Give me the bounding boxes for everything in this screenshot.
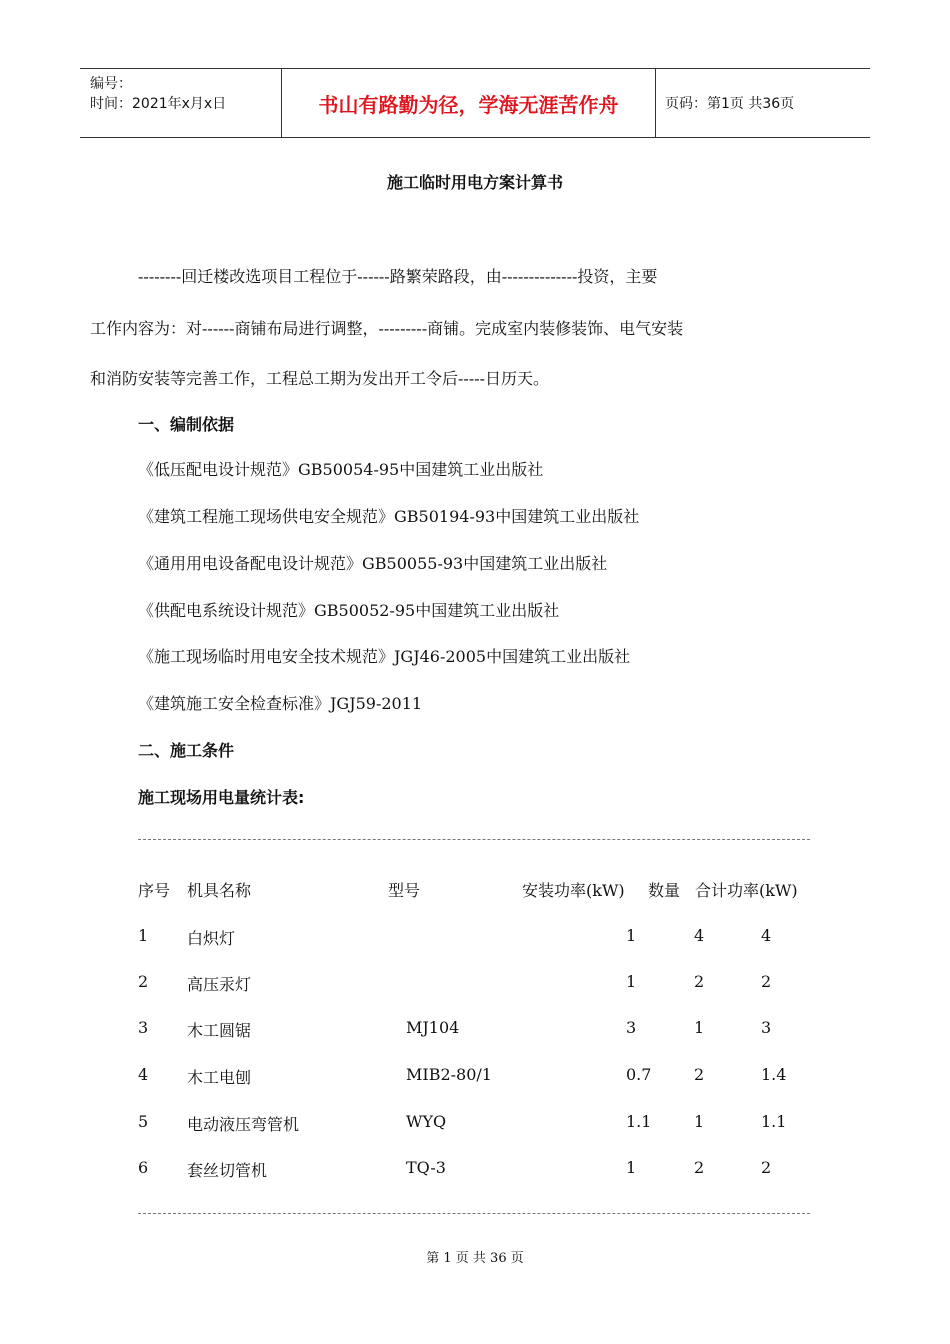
cell-model: WYQ [406,1112,447,1131]
cell-power: 1 [626,1158,637,1177]
cell-total: 2 [761,972,772,991]
page-header [80,68,870,138]
page-footer: 第 1 页 共 36 页 [426,1251,524,1266]
cell-power: 1 [626,926,637,945]
col-header: 序号 [138,881,171,900]
cell-model: MJ104 [406,1018,460,1037]
reference-item: 《低压配电设计规范》GB50054-95中国建筑工业出版社 [138,460,544,479]
cell-name: 白炽灯 [187,929,236,948]
date-label: 时间：2021年x月x日 [90,96,227,112]
cell-name: 套丝切管机 [187,1161,268,1180]
intro-line: --------回迁楼改选项目工程位于------路繁荣路段，由--------------投资，主要 [138,267,658,286]
table-divider [138,1213,810,1214]
section-heading: 一、编制依据 [138,415,235,434]
cell-name: 高压汞灯 [187,975,252,994]
col-header: 机具名称 [187,881,252,900]
cell-power: 3 [626,1018,637,1037]
reference-item: 《建筑施工安全检查标准》JGJ59-2011 [138,694,423,713]
col-header: 型号 [388,881,421,900]
section-heading: 二、施工条件 [138,741,235,760]
cell-power: 1.1 [626,1112,652,1131]
document-title: 施工临时用电方案计算书 [386,173,563,192]
table-title: 施工现场用电量统计表: [138,788,305,807]
cell-total: 1.1 [761,1112,787,1131]
reference-item: 《施工现场临时用电安全技术规范》JGJ46-2005中国建筑工业出版社 [138,647,631,666]
intro-line: 工作内容为：对------商铺布局进行调整，---------商铺。完成室内装修装饰、电气安装 [90,319,684,338]
cell-index: 3 [138,1018,149,1037]
cell-power: 0.7 [626,1065,652,1084]
cell-qty: 2 [694,1158,705,1177]
number-label: 编号： [90,76,132,92]
cell-power: 1 [626,972,637,991]
cell-total: 2 [761,1158,772,1177]
col-header: 合计功率(kW) [695,881,798,900]
cell-qty: 1 [694,1018,705,1037]
cell-name: 电动液压弯管机 [187,1115,300,1134]
cell-model: TQ-3 [406,1158,446,1177]
reference-item: 《供配电系统设计规范》GB50052-95中国建筑工业出版社 [138,601,560,620]
cell-total: 1.4 [761,1065,787,1084]
cell-index: 2 [138,972,149,991]
cell-qty: 2 [694,972,705,991]
header-left-cell [80,69,281,137]
intro-line: 和消防安装等完善工作，工程总工期为发出开工令后-----日历天。 [90,369,550,388]
cell-model: MIB2-80/1 [406,1065,492,1084]
motto: 书山有路勤为径，学海无涯苦作舟 [281,69,656,137]
cell-qty: 1 [694,1112,705,1131]
cell-index: 5 [138,1112,149,1131]
cell-qty: 2 [694,1065,705,1084]
reference-item: 《建筑工程施工现场供电安全规范》GB50194-93中国建筑工业出版社 [138,507,640,526]
cell-name: 木工圆锯 [187,1021,252,1040]
col-header: 数量 [648,881,681,900]
cell-total: 4 [761,926,772,945]
reference-item: 《通用用电设备配电设计规范》GB50055-93中国建筑工业出版社 [138,554,608,573]
cell-index: 1 [138,926,149,945]
cell-qty: 4 [694,926,705,945]
cell-total: 3 [761,1018,772,1037]
cell-name: 木工电刨 [187,1068,252,1087]
table-divider [138,839,810,840]
col-header: 安装功率(kW) [522,881,625,900]
cell-index: 6 [138,1158,149,1177]
cell-index: 4 [138,1065,149,1084]
page-label: 页码：第1页 共36页 [665,96,795,112]
